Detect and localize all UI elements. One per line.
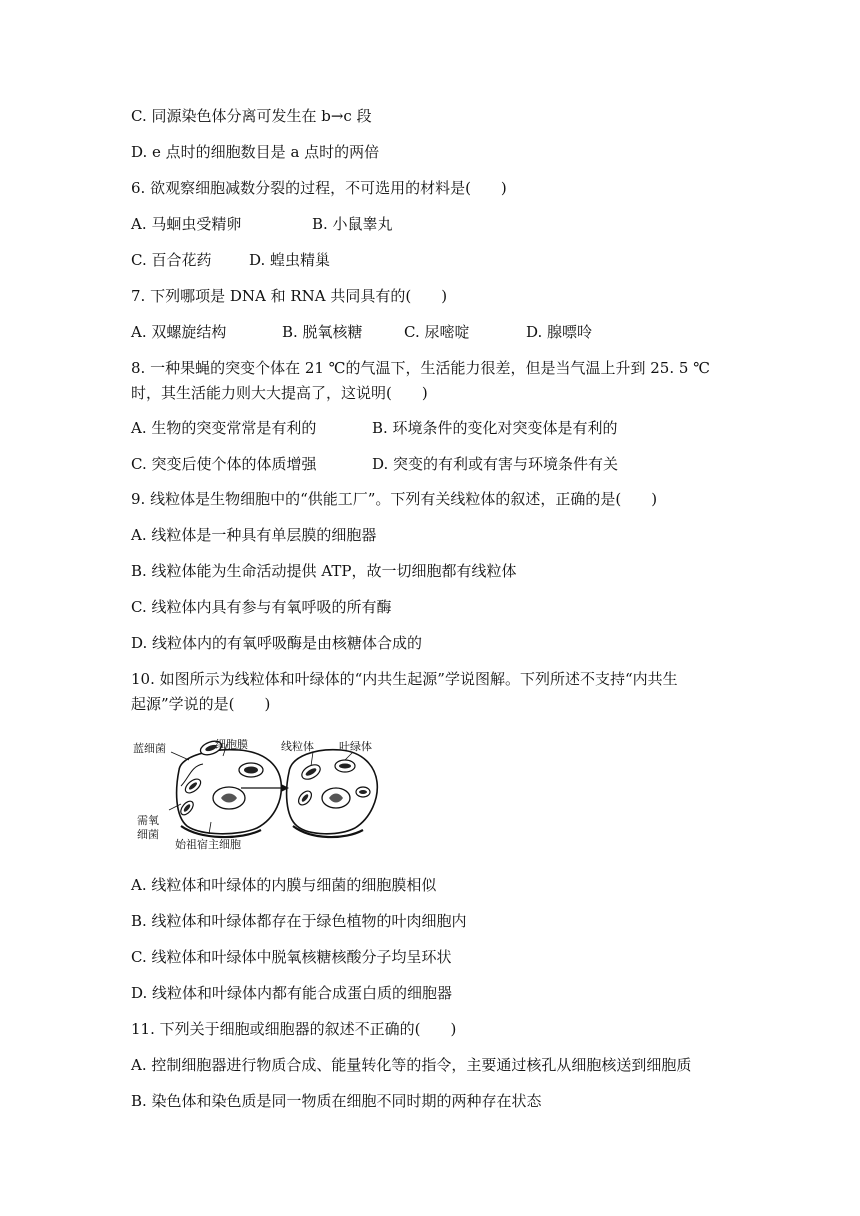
q10-option-b: B. 线粒体和叶绿体都存在于绿色植物的叶肉细胞内 xyxy=(131,912,467,930)
question-10-line2: 起源”学说的是( ) xyxy=(131,695,271,713)
label-aerobic-1: 需氧 xyxy=(137,814,159,827)
q10-option-a: A. 线粒体和叶绿体的内膜与细菌的细胞膜相似 xyxy=(131,876,437,894)
q8-options-row1 xyxy=(131,418,618,438)
q5-option-c: C. 同源染色体分离可发生在 b→c 段 xyxy=(131,107,372,125)
q10-option-d: D. 线粒体和叶绿体内都有能合成蛋白质的细胞器 xyxy=(131,984,453,1002)
label-aerobic-2: 细菌 xyxy=(137,828,159,841)
q7-option-d: D. 腺嘌呤 xyxy=(526,323,593,341)
question-9: 9. 线粒体是生物细胞中的“供能工厂”。下列有关线粒体的叙述，正确的是( ) xyxy=(131,490,658,508)
q8-option-c: C. 突变后使个体的体质增强 xyxy=(131,455,317,473)
q10-option-c: C. 线粒体和叶绿体中脱氧核糖核酸分子均呈环状 xyxy=(131,948,452,966)
q7-option-c: C. 尿嘧啶 xyxy=(404,323,470,341)
q8-option-a: A. 生物的突变常常是有利的 xyxy=(131,419,317,437)
question-7: 7. 下列哪项是 DNA 和 RNA 共同具有的( ) xyxy=(131,287,448,305)
q11-option-a: A. 控制细胞器进行物质合成、能量转化等的指令，主要通过核孔从细胞核送到细胞质 xyxy=(131,1056,692,1074)
q6-option-b: B. 小鼠睾丸 xyxy=(312,215,393,233)
question-8-line2: 时，其生活能力则大大提高了，这说明( ) xyxy=(131,384,428,402)
label-cell-membrane: 细胞膜 xyxy=(215,738,248,751)
q8-option-d: D. 突变的有利或有害与环境条件有关 xyxy=(372,455,619,473)
arrow-icon xyxy=(241,784,289,792)
q9-option-d: D. 线粒体内的有氧呼吸酶是由核糖体合成的 xyxy=(131,634,423,652)
label-cyanobacteria: 蓝细菌 xyxy=(133,742,166,755)
host-cell-after xyxy=(287,750,378,837)
q7-option-a: A. 双螺旋结构 xyxy=(131,323,227,341)
q6-options-row2 xyxy=(131,250,330,270)
q6-option-c: C. 百合花药 xyxy=(131,251,212,269)
question-8-line1: 8. 一种果蝇的突变个体在 21 ℃的气温下，生活能力很差，但是当气温上升到 25. 5 ℃ xyxy=(131,359,710,377)
q9-option-a: A. 线粒体是一种具有单层膜的细胞器 xyxy=(131,526,377,544)
label-chloroplast: 叶绿体 xyxy=(339,740,372,753)
label-host-cell: 始祖宿主细胞 xyxy=(175,838,241,851)
q6-options-row1 xyxy=(131,214,393,234)
question-6: 6. 欲观察细胞减数分裂的过程，不可选用的材料是( ) xyxy=(131,179,507,197)
q6-option-a: A. 马蛔虫受精卵 xyxy=(131,215,242,233)
question-10-line1: 10. 如图所示为线粒体和叶绿体的“内共生起源”学说图解。下列所述不支持“内共生 xyxy=(131,670,678,688)
label-mitochondrion: 线粒体 xyxy=(281,740,314,753)
q7-options-row xyxy=(131,322,592,342)
q11-option-b: B. 染色体和染色质是同一物质在细胞不同时期的两种存在状态 xyxy=(131,1092,542,1110)
q5-option-d: D. e 点时的细胞数目是 a 点时的两倍 xyxy=(131,143,380,161)
q8-option-b: B. 环境条件的变化对突变体是有利的 xyxy=(372,419,618,437)
question-11: 11. 下列关于细胞或细胞器的叙述不正确的( ) xyxy=(131,1020,457,1038)
q9-option-c: C. 线粒体内具有参与有氧呼吸的所有酶 xyxy=(131,598,392,616)
q8-options-row2 xyxy=(131,454,618,474)
q6-option-d: D. 蝗虫精巢 xyxy=(249,251,331,269)
endosymbiosis-diagram xyxy=(131,726,381,856)
q9-option-b: B. 线粒体能为生命活动提供 ATP，故一切细胞都有线粒体 xyxy=(131,562,517,580)
q7-option-b: B. 脱氧核糖 xyxy=(282,323,363,341)
